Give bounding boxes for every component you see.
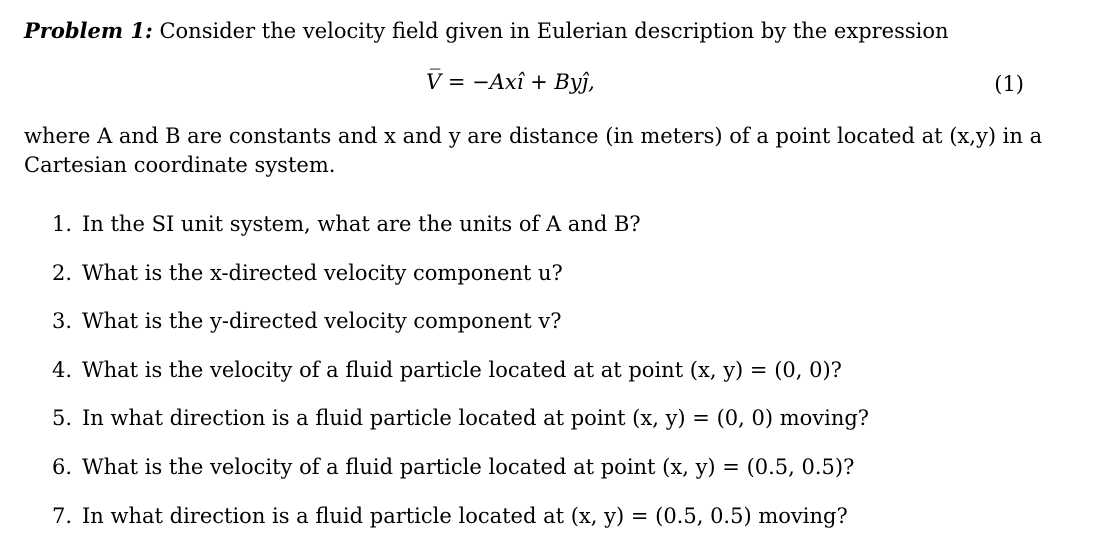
item-number: 5. bbox=[52, 406, 73, 431]
question-list bbox=[52, 214, 869, 554]
item-number: 7. bbox=[52, 503, 73, 528]
item-number: 1. bbox=[52, 212, 73, 236]
item-text: In the SI unit system, what are the units of A and B? bbox=[82, 212, 641, 236]
list-item bbox=[52, 311, 869, 360]
equation-number: (1) bbox=[994, 72, 1024, 96]
item-number: 4. bbox=[52, 357, 73, 382]
item-text: In what direction is a fluid particle located at point (x, y) = (0, 0) moving? bbox=[82, 406, 870, 431]
item-text: In what direction is a fluid particle located at (x, y) = (0.5, 0.5) moving? bbox=[82, 503, 848, 528]
list-item bbox=[52, 260, 869, 312]
problem-intro: Consider the velocity field given in Eulerian description by the expression bbox=[159, 19, 949, 43]
list-item bbox=[52, 214, 869, 263]
item-number: 3. bbox=[52, 309, 73, 334]
item-text: What is the x-directed velocity component u? bbox=[82, 260, 563, 285]
list-item bbox=[52, 503, 869, 554]
problem-label: Problem 1: bbox=[24, 18, 153, 43]
item-text: What is the velocity of a fluid particle located at point (x, y) = (0.5, 0.5)? bbox=[82, 454, 855, 479]
description-line-2: Cartesian coordinate system. bbox=[24, 153, 336, 177]
list-item bbox=[52, 454, 869, 506]
item-number: 2. bbox=[52, 260, 73, 285]
problem-heading bbox=[24, 20, 949, 42]
velocity-equation: V̅ = −Axî + Byĵ, bbox=[426, 70, 595, 94]
list-item bbox=[52, 357, 869, 409]
item-number: 6. bbox=[52, 454, 73, 479]
description-line-1: where A and B are constants and x and y are distance (in meters) of a point located at (x,y) in a bbox=[24, 124, 1043, 148]
list-item bbox=[52, 408, 869, 457]
item-text: What is the y-directed velocity component v? bbox=[82, 309, 562, 334]
item-text: What is the velocity of a fluid particle located at at point (x, y) = (0, 0)? bbox=[82, 357, 842, 382]
